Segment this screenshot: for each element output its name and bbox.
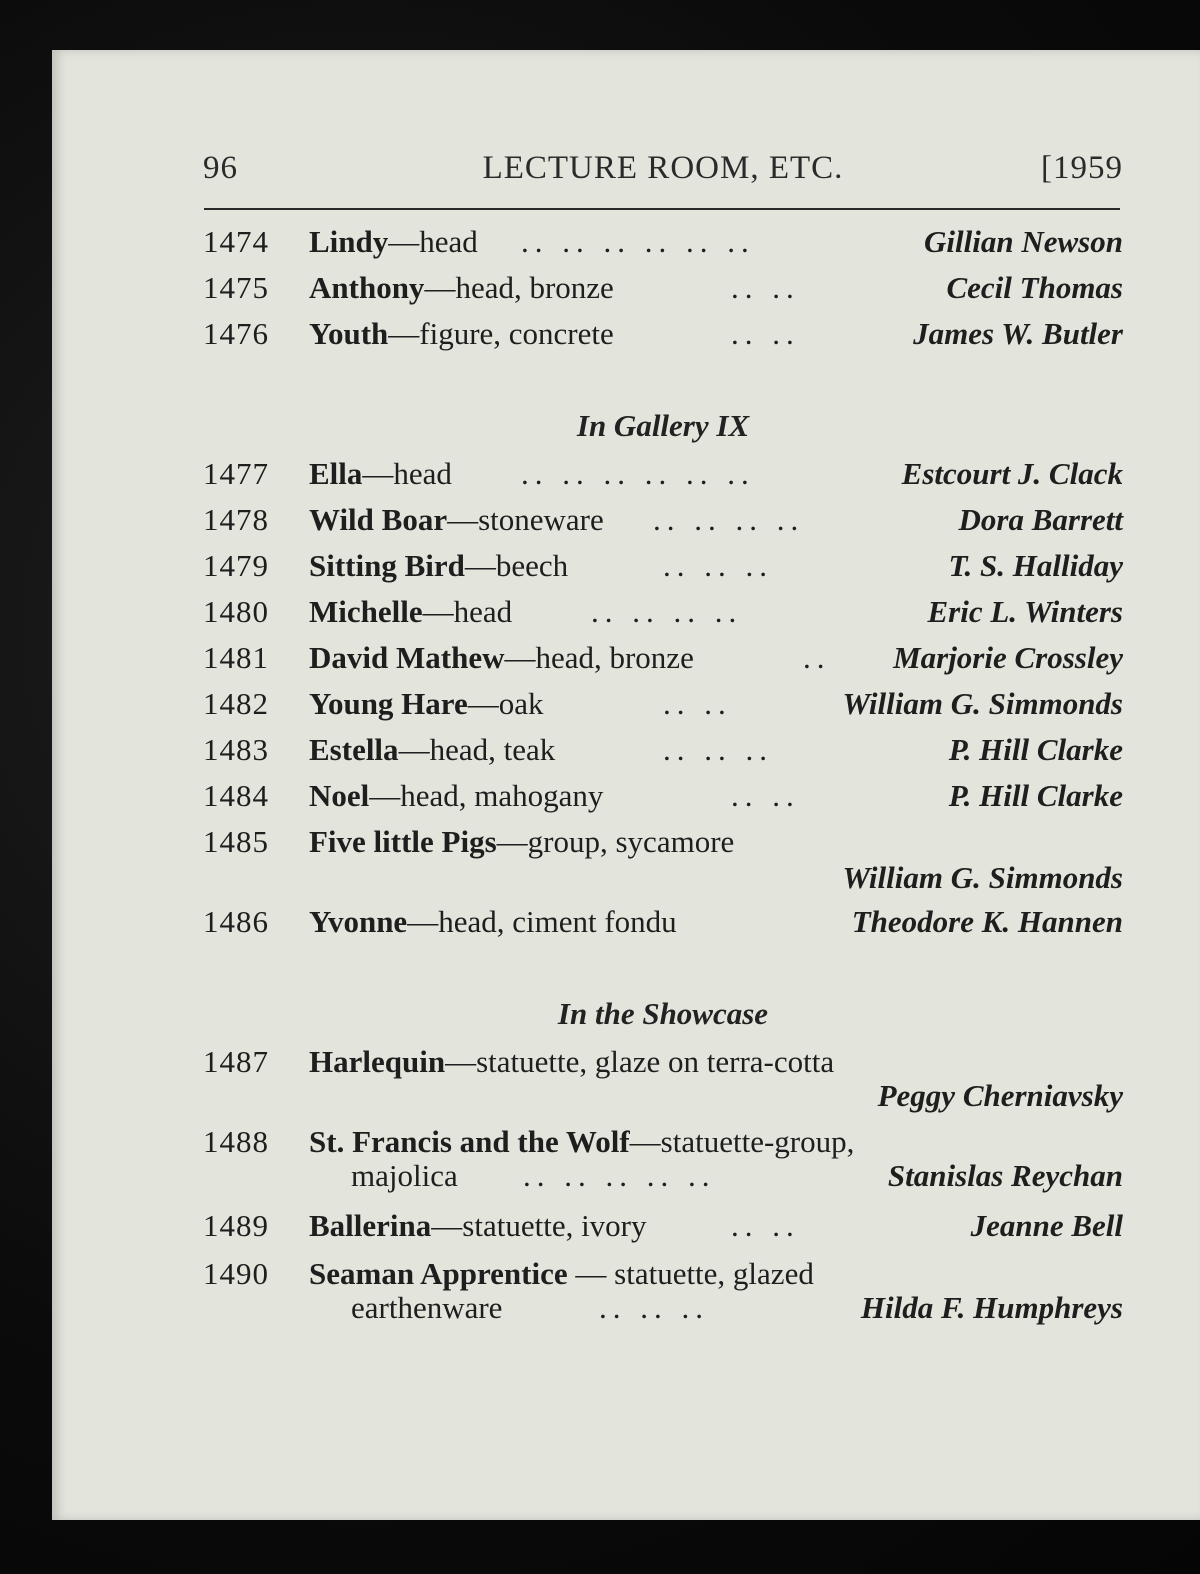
entry-number: 1484 <box>203 778 269 813</box>
artist-name: Hilda F. Humphreys <box>860 1290 1123 1325</box>
entry-number: 1478 <box>203 502 269 537</box>
artist-name: T. S. Halliday <box>948 548 1123 583</box>
catalogue-entry <box>203 686 1123 726</box>
work-title: Lindy <box>309 224 389 259</box>
artist-name: William G. Simmonds <box>842 686 1123 721</box>
artist-name: Stanislas Reychan <box>887 1158 1123 1193</box>
work-title: Young Hare <box>309 686 468 721</box>
catalogue-entry <box>203 824 1123 864</box>
work-title: David Mathew <box>309 640 505 675</box>
entry-number: 1477 <box>203 456 269 491</box>
entry-number: 1480 <box>203 594 269 629</box>
work-title: Harlequin <box>309 1044 446 1079</box>
artist-name: William G. Simmonds <box>842 860 1123 895</box>
running-head <box>203 150 1123 196</box>
catalogue-entry <box>203 316 1123 356</box>
leader-dots: .. .. <box>731 316 800 351</box>
work-title: Seaman Apprentice <box>309 1256 568 1291</box>
entry-title <box>309 640 694 676</box>
work-description: —head, teak <box>398 732 556 767</box>
entry-number: 1475 <box>203 270 269 305</box>
leader-dots: .. .. <box>731 1208 800 1243</box>
entry-number: 1476 <box>203 316 269 351</box>
catalogue-entry <box>203 594 1123 634</box>
catalogue-entry <box>203 904 1123 944</box>
artist-name: P. Hill Clarke <box>948 778 1123 813</box>
entry-number: 1483 <box>203 732 269 767</box>
entry-title <box>309 824 734 860</box>
entry-title <box>309 1124 854 1160</box>
entry-continuation <box>203 860 1123 896</box>
entry-number: 1481 <box>203 640 269 675</box>
entry-title <box>309 686 544 722</box>
entry-number: 1489 <box>203 1208 269 1243</box>
entry-number: 1474 <box>203 224 269 259</box>
work-description: —stoneware <box>447 502 604 537</box>
entry-title <box>309 502 604 538</box>
entry-title <box>309 316 614 352</box>
work-description: —head <box>388 224 478 259</box>
work-title: Sitting Bird <box>309 548 465 583</box>
work-title: Five little Pigs <box>309 824 497 859</box>
page-title: LECTURE ROOM, ETC. <box>482 150 844 186</box>
work-description: —statuette-group, <box>629 1124 855 1159</box>
entry-continuation <box>203 1158 1123 1194</box>
work-title: Michelle <box>309 594 423 629</box>
work-title: Youth <box>309 316 389 351</box>
work-description: —head, bronze <box>504 640 694 675</box>
entry-title <box>309 456 452 492</box>
work-title: Noel <box>309 778 370 813</box>
entry-title <box>309 1044 834 1080</box>
entry-number: 1479 <box>203 548 269 583</box>
catalogue-entry <box>203 270 1123 310</box>
work-description: —beech <box>464 548 569 583</box>
catalogue-entry <box>203 548 1123 588</box>
work-description: —statuette, ivory <box>431 1208 647 1243</box>
artist-name: Marjorie Crossley <box>893 640 1123 675</box>
leader-dots: .. .. <box>663 686 732 721</box>
entry-title <box>309 1256 814 1292</box>
entry-number: 1490 <box>203 1256 269 1291</box>
leader-dots: .. .. .. <box>599 1290 709 1325</box>
work-description: —head, bronze <box>424 270 614 305</box>
work-title: Ballerina <box>309 1208 432 1243</box>
section-heading-showcase: In the Showcase <box>557 996 769 1031</box>
work-description: —figure, concrete <box>388 316 614 351</box>
work-description: —head <box>422 594 513 629</box>
entry-title <box>309 224 478 260</box>
catalogue-entry <box>203 1208 1123 1248</box>
entry-title <box>309 270 614 306</box>
entry-continuation <box>203 1290 1123 1326</box>
work-description-continued: earthenware <box>351 1290 503 1325</box>
entry-number: 1486 <box>203 904 269 939</box>
leader-dots: .. .. <box>731 778 800 813</box>
entry-title <box>309 778 603 814</box>
catalogue-entry <box>203 640 1123 680</box>
leader-dots: .. .. .. <box>663 548 773 583</box>
leader-dots: .. .. <box>731 270 800 305</box>
entry-title <box>309 594 512 630</box>
artist-name: Theodore K. Hannen <box>851 904 1123 939</box>
leader-dots: .. .. .. .. .. .. <box>521 224 755 259</box>
entry-number: 1487 <box>203 1044 269 1079</box>
header-rule <box>204 208 1120 210</box>
work-description: — statuette, glazed <box>567 1256 814 1291</box>
catalogue-entry <box>203 224 1123 264</box>
leader-dots: .. .. .. .. .. <box>523 1158 716 1193</box>
leader-dots: .. <box>803 640 831 675</box>
catalogue-entry <box>203 778 1123 818</box>
work-description-continued: majolica <box>351 1158 458 1193</box>
work-description: —head, mahogany <box>369 778 604 813</box>
work-description: —statuette, glaze on terra-cotta <box>445 1044 835 1079</box>
page-number: 96 <box>203 150 238 186</box>
entry-title <box>309 548 568 584</box>
work-title: St. Francis and the Wolf <box>309 1124 630 1159</box>
entry-title <box>309 904 677 940</box>
work-title: Wild Boar <box>309 502 448 537</box>
leader-dots: .. .. .. .. <box>653 502 805 537</box>
year-label: [1959 <box>1041 150 1123 186</box>
work-description: —head, ciment fondu <box>407 904 677 939</box>
catalogue-entry <box>203 456 1123 496</box>
artist-name: Estcourt J. Clack <box>901 456 1123 491</box>
work-title: Estella <box>309 732 399 767</box>
artist-name: Dora Barrett <box>958 502 1123 537</box>
leader-dots: .. .. .. .. .. .. <box>521 456 755 491</box>
catalogue-entry <box>203 502 1123 542</box>
work-title: Yvonne <box>309 904 408 939</box>
artist-name: Peggy Cherniavsky <box>877 1078 1123 1113</box>
work-description: —head <box>362 456 452 491</box>
leader-dots: .. .. .. <box>663 732 773 767</box>
work-description: —group, sycamore <box>496 824 735 859</box>
artist-name: Gillian Newson <box>924 224 1123 259</box>
artist-name: Eric L. Winters <box>927 594 1123 629</box>
entry-number: 1485 <box>203 824 269 859</box>
leader-dots: .. .. .. .. <box>591 594 743 629</box>
artist-name: Jeanne Bell <box>970 1208 1123 1243</box>
artist-name: P. Hill Clarke <box>948 732 1123 767</box>
entry-title <box>309 1208 647 1244</box>
entry-number: 1482 <box>203 686 269 721</box>
entry-number: 1488 <box>203 1124 269 1159</box>
artist-name: James W. Butler <box>913 316 1123 351</box>
entry-title <box>309 732 555 768</box>
artist-name: Cecil Thomas <box>946 270 1123 305</box>
work-title: Anthony <box>309 270 425 305</box>
catalogue-entry <box>203 732 1123 772</box>
entry-continuation <box>203 1078 1123 1114</box>
section-heading-gallery: In Gallery IX <box>576 408 750 443</box>
work-description: —oak <box>467 686 544 721</box>
work-title: Ella <box>309 456 363 491</box>
